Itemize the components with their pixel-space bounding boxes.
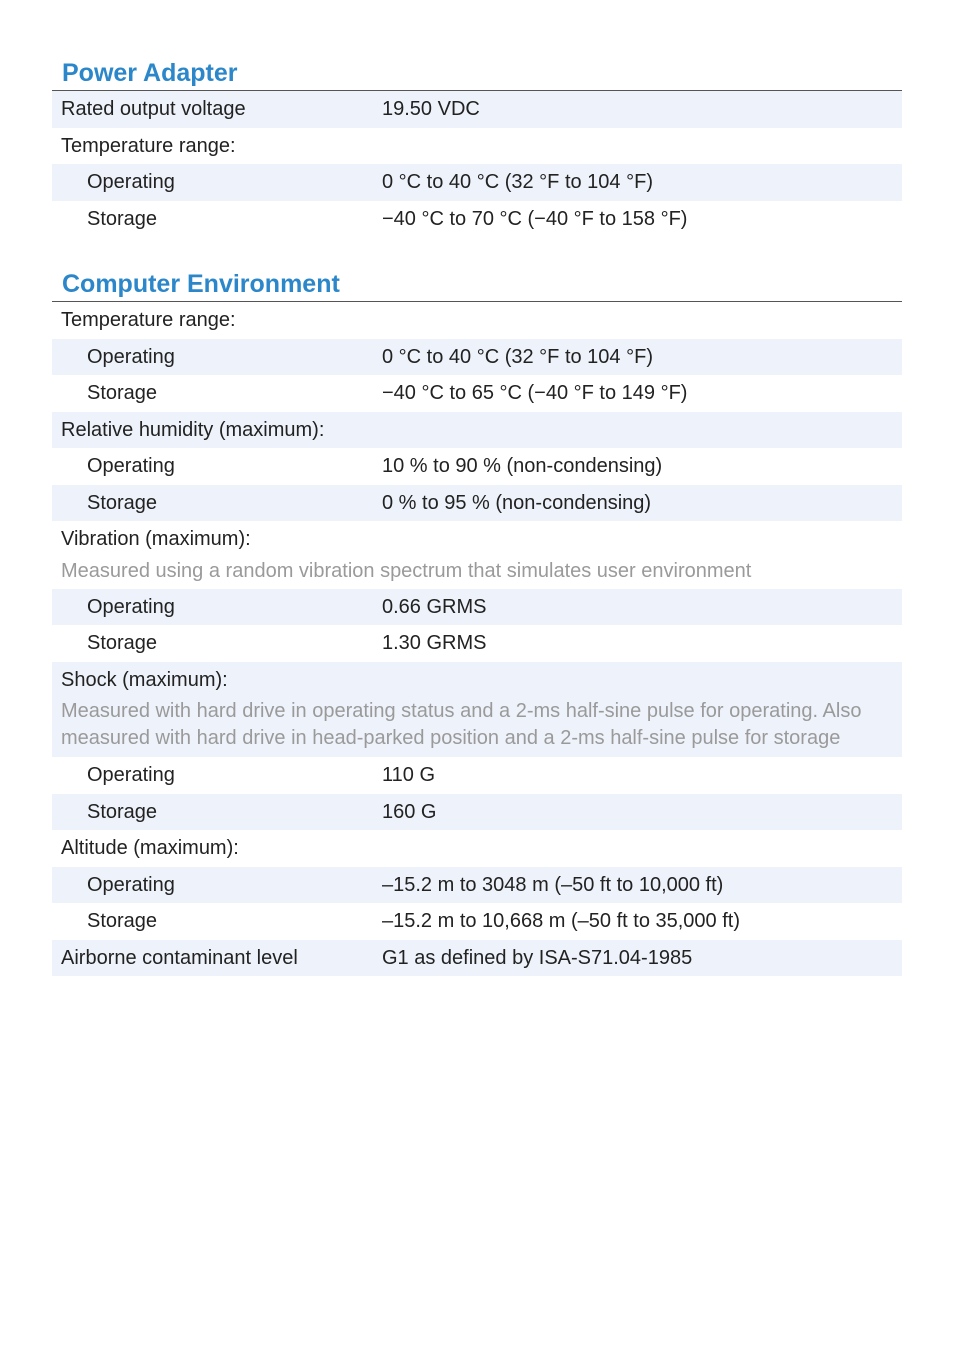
row-label: Storage [87, 632, 158, 654]
table-row [52, 485, 902, 522]
table-row [52, 625, 902, 662]
row-group-label: Relative humidity (maximum): [61, 418, 325, 441]
row-label: Storage [87, 910, 158, 932]
table-row [52, 794, 902, 831]
vibration-note: Measured using a random vibration spectrum that simulates user environment [61, 559, 752, 582]
row-value: 160 G [382, 800, 437, 823]
table-row [52, 448, 902, 485]
row-group-label: Temperature range: [61, 134, 236, 157]
row-label: Rated output voltage [61, 98, 246, 120]
row-label: Operating [87, 595, 175, 618]
table-row [52, 201, 902, 238]
table-row [52, 903, 902, 940]
row-label: Storage [87, 800, 158, 823]
row-value: −40 °C to 65 °C (−40 °F to 149 °F) [382, 382, 688, 404]
row-label: Storage [87, 207, 158, 230]
table-row [52, 164, 902, 201]
shock-group [52, 662, 902, 758]
table-row [52, 412, 902, 449]
row-label: Operating [87, 345, 175, 368]
table-row [52, 830, 902, 867]
row-label: Operating [87, 873, 175, 896]
row-value: 0 % to 95 % (non-condensing) [382, 491, 652, 514]
row-group-label: Altitude (maximum): [61, 837, 239, 859]
row-group-label: Shock (maximum): [61, 668, 228, 691]
row-value: –15.2 m to 10,668 m (–50 ft to 35,000 ft) [382, 910, 740, 932]
row-group-label: Vibration (maximum): [61, 528, 251, 550]
row-value: −40 °C to 70 °C (−40 °F to 158 °F) [382, 207, 688, 230]
table-row [52, 757, 902, 794]
row-label: Storage [87, 382, 158, 404]
row-value: 1.30 GRMS [382, 632, 487, 654]
table-row [52, 302, 902, 339]
row-label: Airborne contaminant level [61, 946, 298, 969]
row-value: 0 °C to 40 °C (32 °F to 104 °F) [382, 345, 653, 368]
computer-environment-heading: Computer Environment [52, 267, 902, 302]
row-label: Operating [87, 455, 175, 477]
table-row [52, 521, 902, 558]
row-value: 0 °C to 40 °C (32 °F to 104 °F) [382, 171, 653, 193]
table-row [52, 589, 902, 626]
shock-note: Measured with hard drive in operating status and a 2-ms half-sine pulse for operating. Also measured with hard drive in head-parked position and a 2-ms half-sine pulse for storage [61, 700, 862, 749]
power-adapter-heading: Power Adapter [52, 56, 902, 91]
table-row [52, 339, 902, 376]
section-spacer [52, 237, 902, 267]
row-value: –15.2 m to 3048 m (–50 ft to 10,000 ft) [382, 873, 724, 896]
table-row [52, 867, 902, 904]
row-value: G1 as defined by ISA-S71.04-1985 [382, 946, 693, 969]
table-row [52, 375, 902, 412]
row-value: 0.66 GRMS [382, 595, 487, 618]
row-value: 19.50 VDC [382, 98, 480, 120]
row-label: Operating [87, 171, 175, 193]
row-label: Operating [87, 764, 175, 786]
row-group-label: Temperature range: [61, 309, 236, 331]
row-value: 110 G [382, 764, 435, 786]
row-value: 10 % to 90 % (non-condensing) [382, 455, 663, 477]
row-label: Storage [87, 491, 158, 514]
table-row [52, 91, 902, 128]
table-row [52, 662, 902, 699]
spec-page [52, 56, 902, 976]
table-row [52, 128, 902, 165]
table-row [52, 940, 902, 977]
